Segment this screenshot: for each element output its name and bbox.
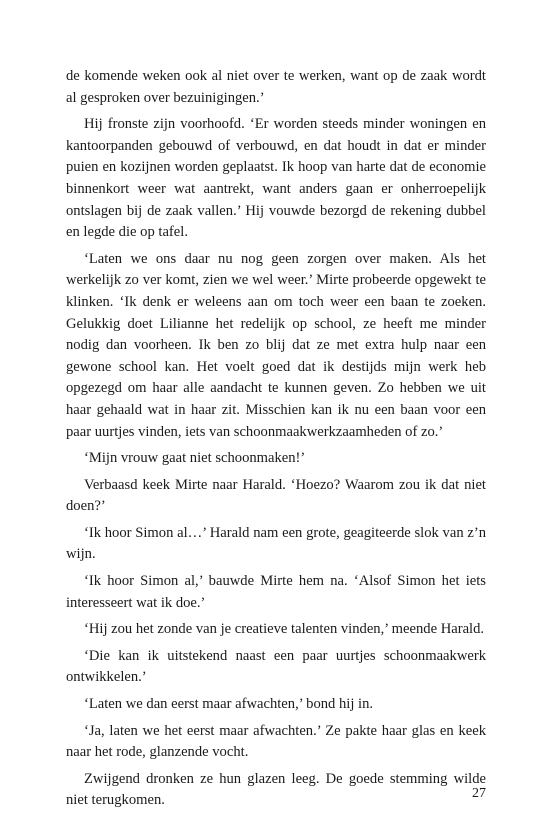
body-text [66, 66, 486, 812]
paragraph-4: ‘Mijn vrouw gaat niet schoonmaken!’ [84, 450, 306, 467]
paragraph-10: ‘Laten we dan eerst maar afwachten,’ bond hij in. [84, 696, 374, 713]
page-number: 27 [472, 786, 486, 801]
paragraph-5: Verbaasd keek Mirte naar Harald. ‘Hoezo? Waarom zou ik dat niet doen?’ [66, 476, 486, 515]
paragraph-9: ‘Die kan ik uitstekend naast een paar uurtjes schoonmaakwerk ontwikkelen.’ [66, 647, 486, 686]
paragraph-7: ‘Ik hoor Simon al,’ bauwde Mirte hem na. ‘Alsof Simon het iets interesseert wat ik doe.’ [66, 573, 486, 611]
paragraph-1: de komende weken ook al niet over te werken, want op de zaak wordt al gesproken over bezuinigingen.’ [66, 68, 486, 106]
paragraph-11: ‘Ja, laten we het eerst maar afwachten.’ Ze pakte haar glas en keek naar het rode, glanzende vocht. [66, 722, 486, 761]
paragraph-6: ‘Ik hoor Simon al…’ Harald nam een grote, geagiteerde slok van z’n wijn. [66, 524, 486, 563]
paragraph-2: Hij fronste zijn voorhoofd. ‘Er worden steeds minder woningen en kantoorpanden gebouwd of verbouwd, en dat houdt in dat er minder puien en kozijnen worden geplaatst. Ik hoop van harte dat de economie binnenkort weer wat aantrekt, want anders gaan er onherroepelijk ontslagen bij de zaak vallen.’ Hij vouwde bezorgd de rekening dubbel en legde die op tafel. [66, 116, 486, 241]
paragraph-3: ‘Laten we ons daar nu nog geen zorgen over maken. Als het werkelijk zo ver komt, zien we wel weer.’ Mirte probeerde opgewekt te klinken. ‘Ik denk er weleens aan om toch weer een baan te zoeken. Gelukkig doet Lilianne het redelijk op school, ze heeft me minder nodig dan voorheen. Ik ben zo blij dat ze met extra hulp naar een gewone school kan. Het voelt goed dat ik destijds mijn werk heb opgezegd om haar alle aandacht te kunnen geven. Zo hebben we uit haar gehaald wat in haar zit. Misschien kan ik nu een baan voor een paar uurtjes vinden, iets van schoonmaakwerkzaamheden of zo.’ [66, 250, 486, 440]
paragraph-12: Zwijgend dronken ze hun glazen leeg. De goede stemming wilde niet terugkomen. [66, 770, 486, 809]
paragraph-8: ‘Hij zou het zonde van je creatieve talenten vinden,’ meende Harald. [84, 621, 485, 638]
